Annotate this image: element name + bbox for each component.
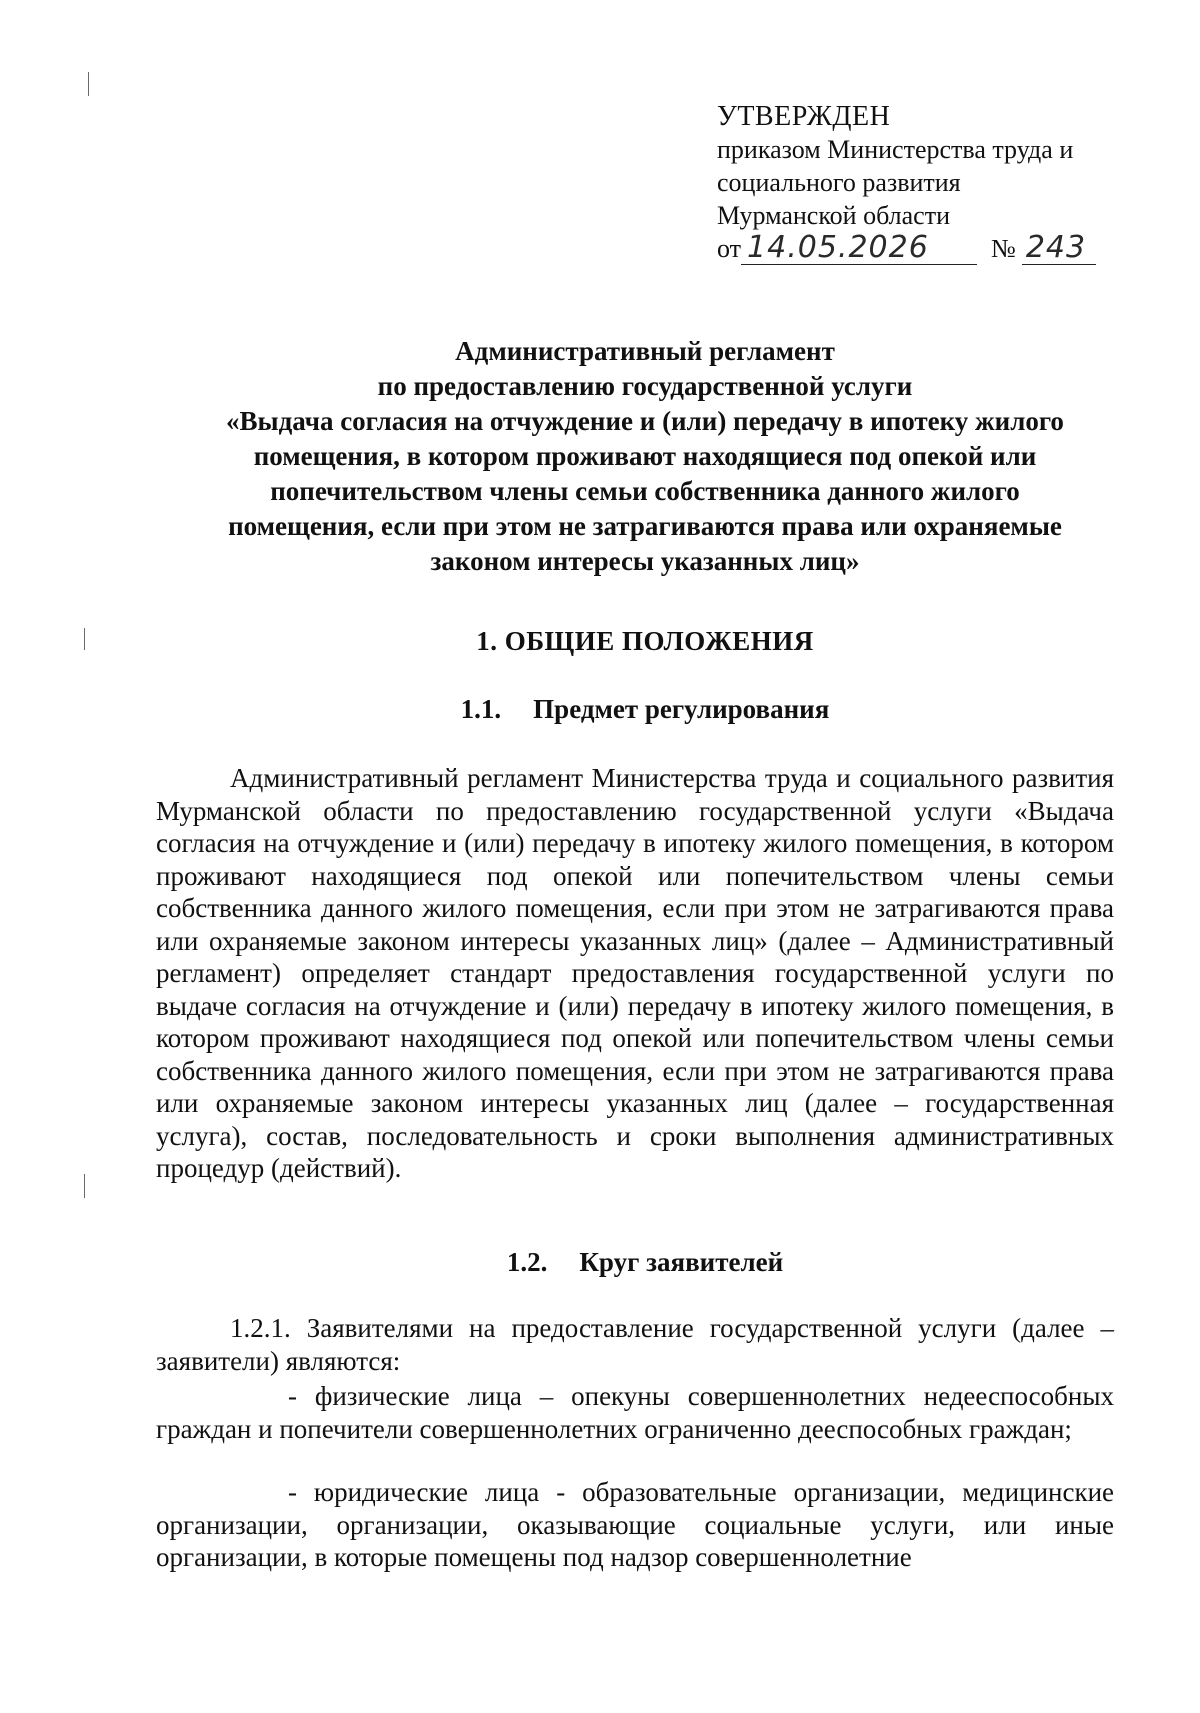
document-title xyxy=(150,334,1140,579)
scan-mark-top xyxy=(88,72,89,96)
approval-block xyxy=(717,100,1137,272)
number-sign: № xyxy=(991,234,1016,263)
subsection-1-1-number: 1.1. xyxy=(460,694,502,724)
subsection-1-1-title: Предмет регулирования xyxy=(533,694,830,724)
applicant-list-item-2: - юридические лица - образовательные организации, медицинские организации, организации, оказывающие социальные услуги, или иные организации, в которые помещены под надзор совершеннолетние xyxy=(156,1477,1114,1572)
scan-mark-middle xyxy=(84,628,85,650)
subsection-1-2-heading xyxy=(150,1247,1140,1278)
date-prefix: от xyxy=(717,234,742,263)
subsection-1-1-heading xyxy=(150,694,1140,725)
subsection-1-2-number: 1.2. xyxy=(506,1247,548,1277)
document-title-line-7: законом интересы указанных лиц» xyxy=(430,546,860,576)
scan-mark-bottom xyxy=(84,1174,85,1198)
approval-title: УТВЕРЖДЕН xyxy=(717,101,891,132)
document-title-line-5: попечительством члены семьи собственника данного жилого xyxy=(270,476,1020,506)
section-heading: 1. ОБЩИЕ ПОЛОЖЕНИЯ xyxy=(476,626,814,656)
approval-date-number-row xyxy=(717,232,1137,272)
handwritten-date: 14.05.2026 xyxy=(741,232,977,265)
approval-line-2: социального развития xyxy=(717,168,961,197)
document-title-line-4: помещения, в котором проживают находящиеся под опекой или xyxy=(253,441,1037,471)
approval-line-1: приказом Министерства труда и xyxy=(717,135,1074,164)
approval-line-3: Мурманской области xyxy=(717,201,950,230)
applicant-list-item-1: - физические лица – опекуны совершеннолетних недееспособных граждан и попечители совершеннолетних ограниченно дееспособных граждан; xyxy=(156,1381,1114,1444)
subsection-1-1-paragraph: Административный регламент Министерства труда и социального развития Мурманской области по предоставлению государственной услуги «Выдача согласия на отчуждение и (или) передачу в ипотеку жилого помещения, в котором проживают находящиеся под опекой или попечительством члены семьи собственника данного жилого помещения, если при этом не затрагиваются права или охраняемые законом интересы указанных лиц» (далее – Административный регламент) определяет стандарт предоставления государственной услуги по выдаче согласия на отчуждение и (или) передачу в ипотеку жилого помещения, в котором проживают находящиеся под опекой или попечительством члены семьи собственника данного жилого помещения, если при этом не затрагиваются права или охраняемые законом интересы указанных лиц (далее – государственная услуга), состав, последовательность и сроки выполнения административных процедур (действий). xyxy=(156,763,1114,1183)
document-title-line-2: по предоставлению государственной услуги xyxy=(377,371,913,401)
document-title-line-6: помещения, если при этом не затрагиваются права или охраняемые xyxy=(228,511,1062,541)
subsection-1-2-title: Круг заявителей xyxy=(579,1247,784,1277)
handwritten-number: 243 xyxy=(1022,232,1096,265)
subsection-1-2-paragraph: 1.2.1. Заявителями на предоставление государственной услуги (далее – заявители) являются: xyxy=(156,1313,1114,1376)
document-title-line-1: Административный регламент xyxy=(455,336,835,366)
document-title-line-3: «Выдача согласия на отчуждение и (или) передачу в ипотеку жилого xyxy=(226,406,1064,436)
